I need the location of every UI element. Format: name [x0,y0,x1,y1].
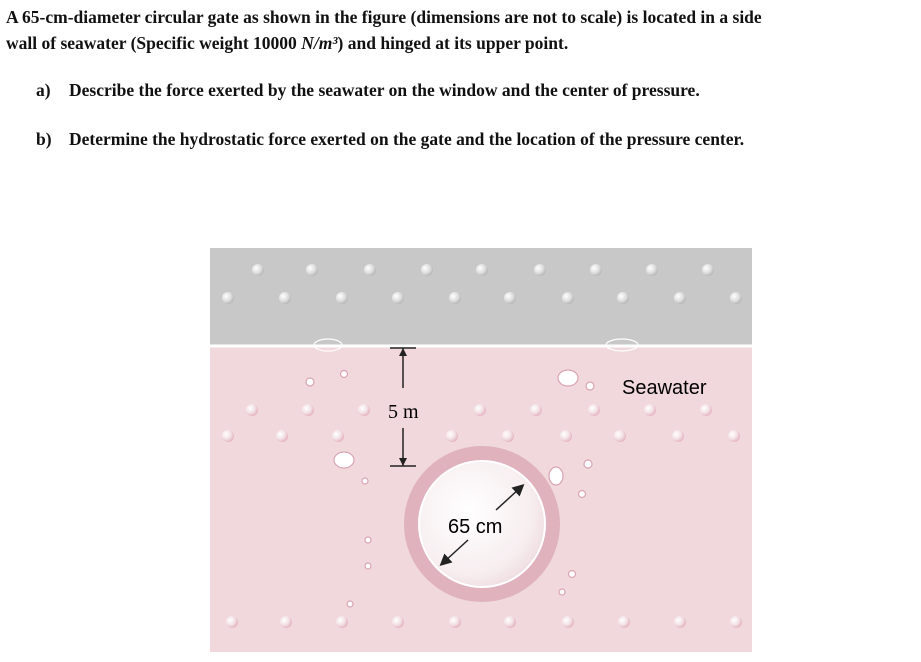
question-b-text: Determine the hydrostatic force exerted on the gate and the location of the pressure center. [69,129,745,149]
specific-weight-unit: N/m³ [301,33,338,53]
air-region [210,248,752,345]
gate-figure-svg [210,248,752,652]
fluid-label: Seawater [622,377,707,399]
question-a-label: a) [36,80,51,100]
question-b-label: b) [36,129,52,149]
question-a-text: Describe the force exerted by the seawater on the window and the center of pressure. [69,80,700,100]
gate-figure [210,248,752,652]
depth-label: 5 m [388,401,419,423]
question-a [36,80,700,101]
problem-statement [6,4,921,56]
question-b [36,129,744,150]
problem-intro-line2: wall of seawater (Specific weight 10000 N/m³) and hinged at its upper point. [6,33,569,53]
diameter-label: 65 cm [448,516,503,538]
problem-intro-line1: A 65-cm-diameter circular gate as shown in the figure (dimensions are not to scale) is located in a side [6,7,762,27]
